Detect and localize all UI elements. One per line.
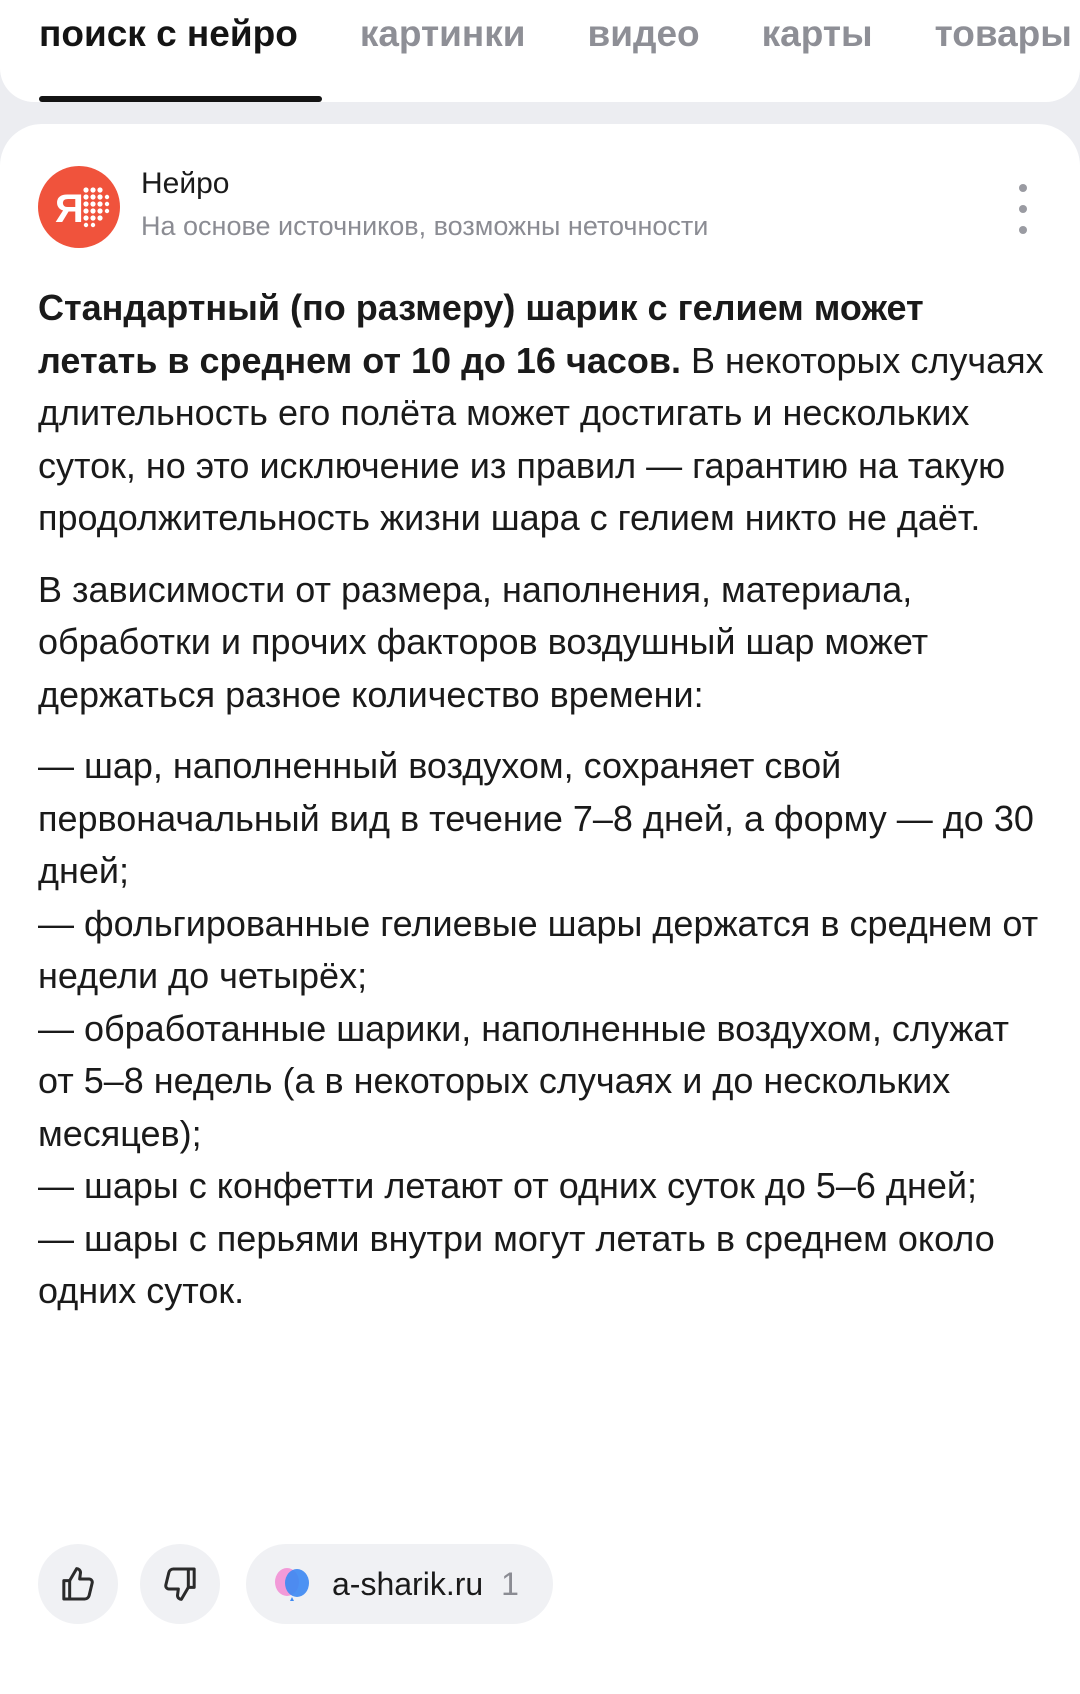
tab-video[interactable]: видео [587, 13, 700, 54]
answer-source-header [38, 162, 1038, 252]
answer-list-item: — фольгированные гелиевые шары держатся в среднем от недели до четырёх; [38, 902, 1039, 996]
answer-lead-rest: В некоторых случаях длительность его полёта может достигать и нескольких суток, но это исключение из правил — гарантию на такую продолжительность жизни шара с гелием никто не даёт. [38, 339, 1044, 538]
answer-lead-bold: Стандартный (по размеру) шарик с гелием может летать в среднем от 10 до 16 часов. [38, 287, 924, 381]
answer-list-item: — шар, наполненный воздухом, сохраняет свой первоначальный вид в течение 7–8 дней, а форму — до 30 дней; [38, 745, 1034, 891]
source-chip-label: a-sharik.ru [332, 1565, 484, 1602]
more-dot-icon [1019, 226, 1027, 234]
dislike-button[interactable] [140, 1544, 220, 1624]
like-button[interactable] [38, 1544, 118, 1624]
source-chip-a-sharik[interactable] [246, 1544, 553, 1624]
tabs-row [39, 8, 1080, 60]
tab-products[interactable]: товары [934, 13, 1072, 54]
more-dot-icon [1019, 184, 1027, 192]
answer-list-item: — обработанные шарики, наполненные воздухом, служат от 5–8 недель (а в некоторых случаях и до нескольких месяцев); [38, 1007, 1010, 1154]
more-options-button[interactable] [1008, 184, 1038, 234]
answer-lead-paragraph [38, 282, 1048, 545]
thumbs-down-icon [160, 1564, 200, 1604]
tab-maps[interactable]: карты [761, 13, 873, 54]
neuro-answer-card [0, 124, 1080, 1694]
tab-neuro-search[interactable]: поиск с нейро [39, 13, 298, 54]
logo-letter: Я [55, 187, 84, 231]
source-chip-count: 1 [501, 1565, 519, 1602]
tab-images[interactable]: картинки [359, 13, 526, 54]
source-name: Нейро [141, 167, 230, 200]
answer-list-item: — шары с перьями внутри могут летать в среднем около одних суток. [38, 1217, 995, 1311]
answer-list-item: — шары с конфетти летают от одних суток до 5–6 дней; [38, 1165, 977, 1206]
answer-actions [38, 1544, 553, 1624]
search-tabs-bar [0, 0, 1080, 102]
source-disclaimer: На основе источников, возможны неточности [141, 211, 709, 241]
answer-paragraph-2: В зависимости от размера, наполнения, материала, обработки и прочих факторов воздушный шар может держаться разное количество времени: [38, 568, 929, 715]
neuro-logo-icon [38, 166, 120, 248]
thumbs-up-icon [58, 1564, 98, 1604]
balloon-favicon-icon [270, 1562, 314, 1606]
more-dot-icon [1019, 205, 1027, 213]
answer-text [38, 282, 1048, 1318]
active-tab-indicator [39, 96, 322, 102]
